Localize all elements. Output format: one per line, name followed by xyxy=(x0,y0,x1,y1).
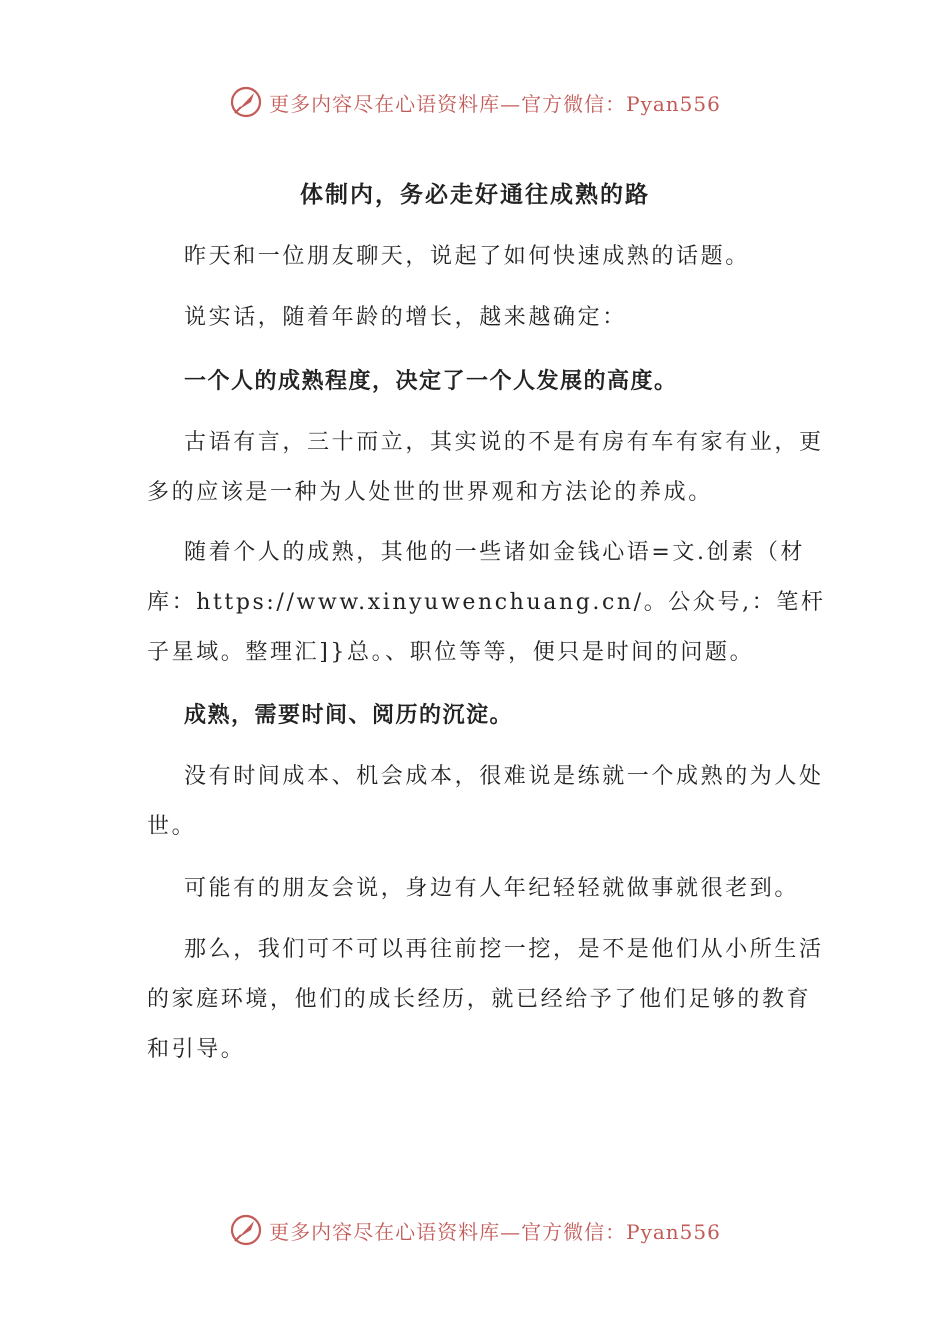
bold-paragraph: 一个人的成熟程度，决定了一个人发展的高度。 xyxy=(184,368,678,394)
paragraph: 那么，我们可不可以再往前挖一挖，是不是他们从小所生活的家庭环境，他们的成长经历，就已经给予了他们足够的教育和引导。 xyxy=(147,937,824,1062)
header-banner xyxy=(0,80,950,124)
paragraph: 古语有言，三十而立，其实说的不是有房有车有家有业，更多的应该是一种为人处世的世界观和方法论的养成。 xyxy=(147,430,824,505)
bold-paragraph: 成熟，需要时间、阅历的沉淀。 xyxy=(184,702,514,728)
paragraph: 昨天和一位朋友聊天，说起了如何快速成熟的话题。 xyxy=(184,244,750,269)
footer-banner xyxy=(0,1208,950,1252)
quill-pen-icon xyxy=(229,1213,263,1247)
document-title: 体制内，务必走好通往成熟的路 xyxy=(300,181,650,208)
quill-pen-icon xyxy=(229,85,263,119)
paragraph: 可能有的朋友会说，身边有人年纪轻轻就做事就很老到。 xyxy=(184,876,800,901)
header-banner-text: 更多内容尽在心语资料库—官方微信：Pyan556 xyxy=(269,91,721,116)
paragraph: 说实话，随着年龄的增长，越来越确定： xyxy=(184,305,627,330)
paragraph: 没有时间成本、机会成本，很难说是练就一个成熟的为人处世。 xyxy=(147,764,824,839)
paragraph: 随着个人的成熟，其他的一些诸如金钱心语=文.创素（材库：https://www.xinyuwenchuang.cn/。公众号,：笔杆子星域。整理汇]}总。、职位等等，便只是时间的问题。 xyxy=(147,540,826,665)
footer-banner-text: 更多内容尽在心语资料库—官方微信：Pyan556 xyxy=(269,1219,721,1244)
